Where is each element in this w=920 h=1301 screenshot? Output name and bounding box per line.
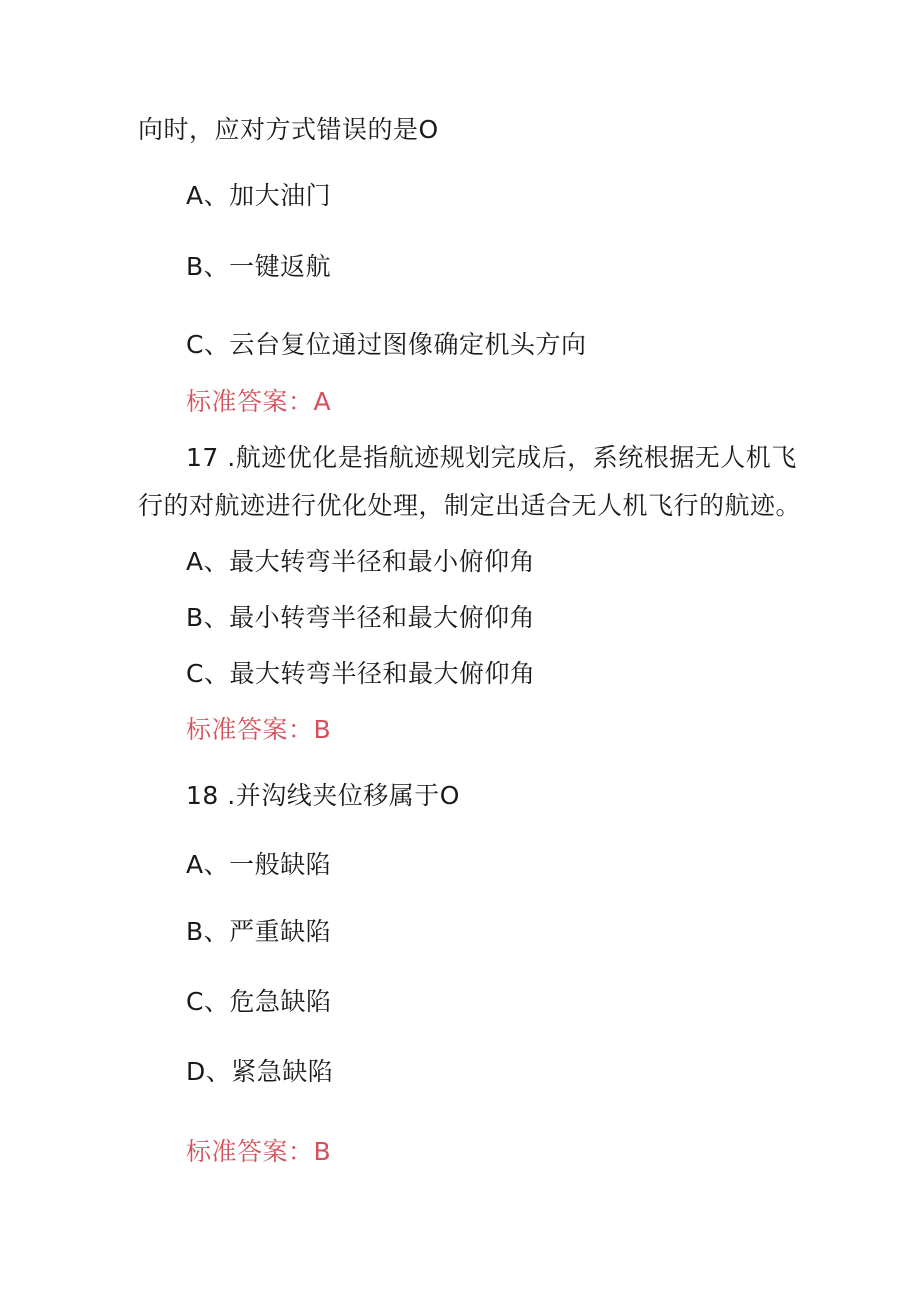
q16-option-c: C、云台复位通过图像确定机头方向: [186, 330, 587, 359]
q18-option-d: D、紧急缺陷: [186, 1057, 334, 1086]
q17-option-a: A、最大转弯半径和最小俯仰角: [186, 547, 536, 576]
q18-option-a: A、一般缺陷: [186, 850, 332, 879]
q17-stem-line-1: 17 .航迹优化是指航迹规划完成后，系统根据无人机飞: [186, 443, 797, 472]
q18-option-c: C、危急缺陷: [186, 987, 332, 1016]
q17-option-c: C、最大转弯半径和最大俯仰角: [186, 659, 536, 688]
q16-stem-tail: 向时，应对方式错误的是O: [138, 115, 439, 144]
q18-option-b: B、严重缺陷: [186, 917, 332, 946]
q16-option-b: B、一键返航: [186, 252, 332, 281]
q17-stem-line-2: 行的对航迹进行优化处理，制定出适合无人机飞行的航迹。: [138, 491, 802, 520]
q18-stem: 18 .并沟线夹位移属于O: [186, 781, 460, 810]
q17-answer: 标准答案：B: [186, 715, 332, 744]
q18-answer: 标准答案：B: [186, 1137, 332, 1166]
q16-option-a: A、加大油门: [186, 181, 332, 210]
q16-answer: 标准答案：A: [186, 387, 332, 416]
q17-option-b: B、最小转弯半径和最大俯仰角: [186, 603, 536, 632]
